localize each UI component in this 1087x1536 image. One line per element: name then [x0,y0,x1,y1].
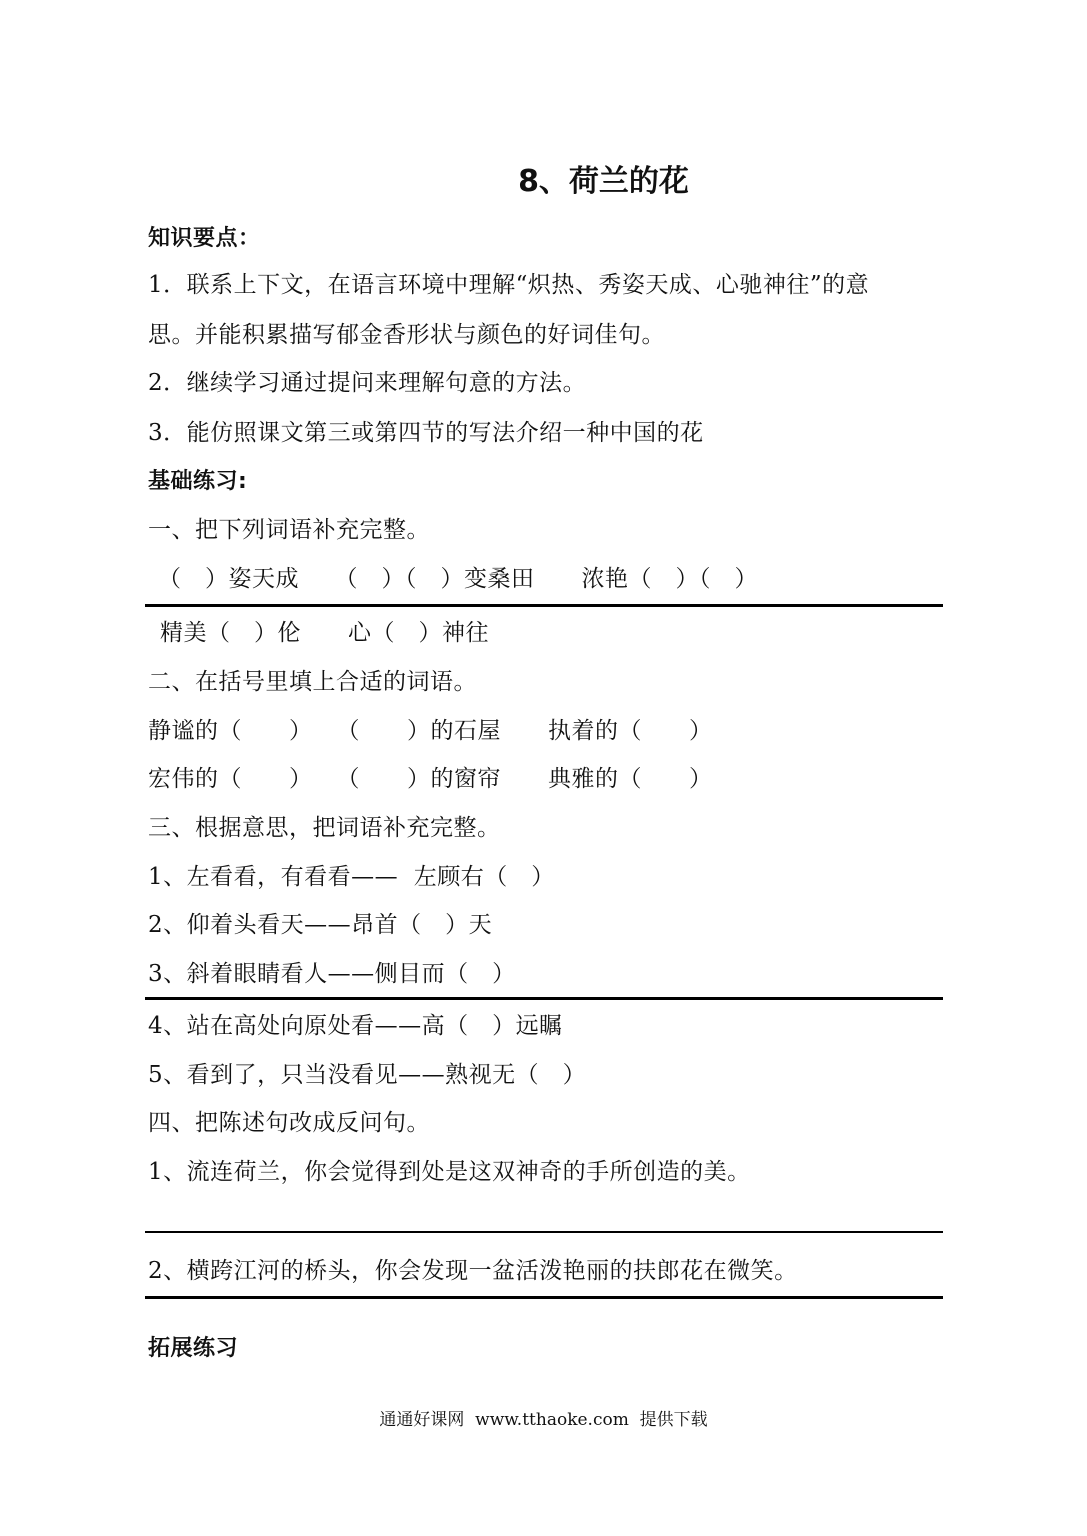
section3-item-4: 4、站在高处向原处看——高（ ）远瞩 [148,1013,563,1039]
answer-line [145,1296,943,1299]
section3-item-2: 2、仰着头看天——昂首（ ）天 [148,912,493,938]
section3-item-3: 3、斜着眼睛看人——侧目而（ ） [148,961,516,987]
section2-row1: 静谧的（ ） （ ）的石屋 执着的（ ） [148,718,713,744]
section3-item-1: 1、左看看，有看看—— 左顾右（ ） [148,864,555,890]
section4-item-2: 2、横跨江河的桥头，你会发现一盆活泼艳丽的扶郎花在微笑。 [148,1258,798,1284]
knowledge-item-1: 1．联系上下文，在语言环境中理解“炽热、秀姿天成、心驰神往”的意 [148,272,870,298]
answer-line [145,1231,943,1233]
divider [145,604,943,607]
knowledge-item-2: 2．继续学习通过提问来理解句意的方法。 [148,370,587,396]
page-title: 8、荷兰的花 [518,164,689,199]
section2-row2: 宏伟的（ ） （ ）的窗帘 典雅的（ ） [148,766,713,792]
extension-heading: 拓展练习 [148,1336,239,1361]
section4-title: 四、把陈述句改成反问句。 [148,1110,430,1136]
section3-item-5: 5、看到了，只当没看见——熟视无（ ） [148,1062,587,1088]
knowledge-heading: 知识要点： [148,226,261,251]
section1-row1: （ ）姿天成 （ ）（ ）变桑田 浓艳（ ）（ ） [158,566,758,592]
section1-row2: 精美（ ）伦 心（ ）神往 [160,620,489,646]
section1-title: 一、把下列词语补充完整。 [148,517,430,543]
basic-heading: 基础练习: [148,469,248,494]
section3-title: 三、根据意思，把词语补充完整。 [148,815,501,841]
section4-item-1: 1、流连荷兰，你会觉得到处是这双神奇的手所创造的美。 [148,1159,751,1185]
divider [145,997,943,1000]
footer: 通通好课网 www.tthaoke.com 提供下载 [379,1410,708,1430]
knowledge-item-1-cont: 思。并能积累描写郁金香形状与颜色的好词佳句。 [148,322,665,348]
section2-title: 二、在括号里填上合适的词语。 [148,669,477,695]
knowledge-item-3: 3．能仿照课文第三或第四节的写法介绍一种中国的花 [148,420,704,446]
